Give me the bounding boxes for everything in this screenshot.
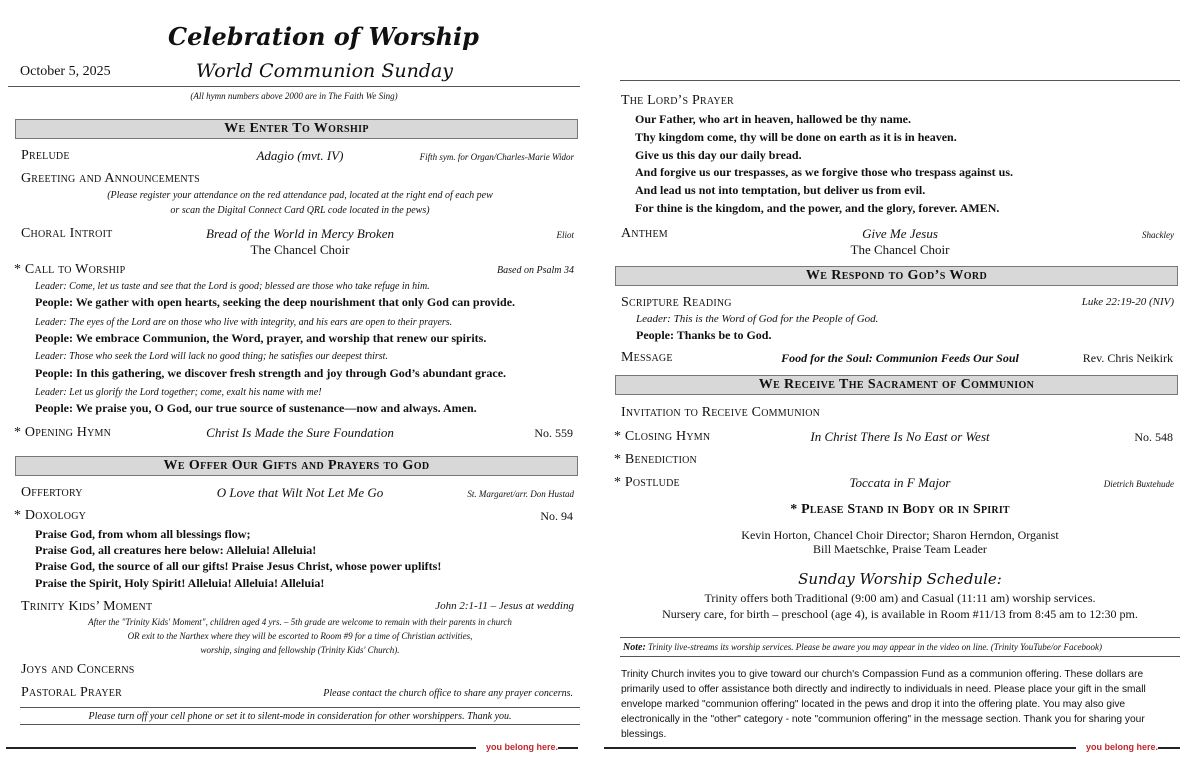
service-date: October 5, 2025 (20, 64, 111, 79)
prelude-title: Adagio (mvt. IV) (256, 148, 344, 163)
introit-performer: The Chancel Choir (250, 242, 350, 257)
call-people-2: People: We embrace Communion, the Word, prayer, and worship that renew our spirits. (35, 331, 487, 345)
cellphone-notice: Please turn off your cell phone or set it to silent-mode in consideration for other worshippers. Thank you. (88, 711, 512, 722)
postlude-label: * Postlude (614, 475, 680, 490)
benediction-label: * Benediction (614, 452, 697, 467)
section-receive-sacrament: We Receive The Sacrament of Communion (615, 375, 1178, 395)
lords-prayer-line: For thine is the kingdom, and the power, and the glory, forever. AMEN. (635, 201, 1000, 215)
schedule-title: Sunday Worship Schedule: (798, 570, 1002, 588)
introit-credit: Eliot (556, 230, 574, 240)
compassion-fund-paragraph: Trinity Church invites you to give toward our church's Compassion Fund as a communion offering. These dollars are primarily used to offer assistance both directly and indirectly to individuals in need. Please place your gift in the small envelope marked "communion offering" located in the pews and drop it into the offering plate. You may also give electronically in the "other" category - note "communion offering" in the message section. Thank you for sharing your blessings. (621, 669, 1146, 740)
lords-prayer-label: The Lord’s Prayer (621, 93, 734, 108)
schedule-line-2: Nursery care, for birth – preschool (age 4), is available in Room #11/13 from 8:45 am to 12:30 pm. (662, 607, 1138, 621)
lords-prayer-line: Our Father, who art in heaven, hallowed be thy name. (635, 112, 912, 126)
call-people-1: People: We gather with open hearts, seeking the deep nourishment that only God can provide. (35, 295, 516, 309)
doxology-line: Praise God, from whom all blessings flow; (35, 527, 251, 541)
offertory-credit: St. Margaret/arr. Don Hustad (467, 489, 574, 499)
note-divider-top (620, 637, 1180, 638)
call-leader-4: Leader: Let us glorify the Lord together; come, exalt his name with me! (35, 387, 322, 398)
invitation-label: Invitation to Receive Communion (621, 405, 821, 420)
offertory-title: O Love that Wilt Not Let Me Go (216, 485, 384, 500)
note-label: Note: (623, 642, 646, 653)
call-to-worship-credit: Based on Psalm 34 (497, 265, 574, 276)
lords-prayer-line: Give us this day our daily bread. (635, 148, 802, 162)
introit-title: Bread of the World in Mercy Broken (206, 226, 394, 241)
postlude-credit: Dietrich Buxtehude (1103, 479, 1174, 489)
section-offer-gifts: We Offer Our Gifts and Prayers to God (15, 456, 578, 476)
greeting-note-1: (Please register your attendance on the red attendance pad, located at the right end of each pew (107, 190, 493, 201)
right-header-divider (620, 80, 1180, 81)
note-text: Trinity live-streams its worship services. Please be aware you may appear in the video on line. (Trinity YouTube/or Facebook) (648, 642, 1102, 652)
call-leader-3: Leader: Those who seek the Lord will lack no good thing; he satisfies our deepest thirst. (35, 351, 388, 362)
footer-rule (6, 747, 476, 749)
scripture-credit: Luke 22:19-20 (NIV) (1081, 296, 1174, 308)
introit-label: Choral Introit (21, 226, 113, 241)
doxology-line: Praise the Spirit, Holy Spirit! Alleluia! Alleluia! Alleluia! (35, 576, 325, 590)
opening-hymn-label: * Opening Hymn (14, 425, 112, 440)
doxology-number: No. 94 (540, 509, 573, 523)
call-leader-2: Leader: The eyes of the Lord are on those who live with integrity, and his ears are open to their prayers. (35, 317, 453, 328)
call-to-worship-label: * Call to Worship (14, 262, 126, 277)
cellphone-divider-top (20, 707, 580, 708)
prelude-label: Prelude (21, 148, 70, 163)
scripture-leader: Leader: This is the Word of God for the People of God. (636, 313, 879, 325)
lords-prayer-line: And forgive us our trespasses, as we forgive those who trespass against us. (635, 165, 1014, 179)
footer-rule (604, 747, 1076, 749)
call-leader-1: Leader: Come, let us taste and see that the Lord is good; blessed are those who take refuge in him. (35, 281, 430, 292)
call-people-4: People: We praise you, O God, our true source of sustenance—now and always. Amen. (35, 401, 477, 415)
note-divider-bottom (620, 656, 1180, 657)
prelude-credit: Fifth sym. for Organ/Charles-Marie Widor (419, 152, 574, 162)
bulletin-title: Celebration of Worship (168, 22, 479, 51)
message-speaker: Rev. Chris Neikirk (1082, 351, 1173, 365)
call-people-3: People: In this gathering, we discover fresh strength and joy through God’s abundant grace. (35, 366, 507, 380)
stand-notice: * Please Stand in Body or in Spirit (790, 502, 1010, 517)
closing-hymn-label: * Closing Hymn (614, 429, 711, 444)
message-title: Food for the Soul: Communion Feeds Our Soul (781, 351, 1019, 365)
section-enter-worship: We Enter To Worship (15, 119, 578, 139)
pastoral-prayer-label: Pastoral Prayer (21, 685, 122, 700)
hymn-note: (All hymn numbers above 2000 are in The Faith We Sing) (190, 91, 398, 101)
kids-moment-credit: John 2:1-11 – Jesus at wedding (435, 600, 574, 612)
doxology-line: Praise God, all creatures here below: Alleluia! Alleluia! (35, 543, 317, 557)
staff-line-2: Bill Maetschke, Praise Team Leader (813, 542, 987, 556)
greeting-note-2: or scan the Digital Connect Card QRL code located in the pews) (170, 205, 430, 216)
footer-rule (1158, 747, 1180, 749)
footer-rule (558, 747, 578, 749)
closing-hymn-title: In Christ There Is No East or West (810, 429, 990, 444)
footer-tagline: you belong here. (1086, 742, 1159, 752)
lords-prayer-line: And lead us not into temptation, but deliver us from evil. (635, 183, 926, 197)
joys-concerns-label: Joys and Concerns (21, 662, 135, 677)
anthem-label: Anthem (621, 226, 668, 241)
anthem-performer: The Chancel Choir (850, 242, 950, 257)
greeting-label: Greeting and Announcements (21, 171, 200, 186)
anthem-title: Give Me Jesus (862, 226, 938, 241)
staff-line-1: Kevin Horton, Chancel Choir Director; Sharon Herndon, Organist (741, 528, 1059, 542)
anthem-credit: Shackley (1142, 230, 1174, 240)
doxology-line: Praise God, the source of all our gifts! Praise Jesus Christ, whose power uplifts! (35, 559, 442, 573)
kids-moment-label: Trinity Kids’ Moment (21, 599, 153, 614)
pastoral-prayer-note: Please contact the church office to share any prayer concerns. (323, 688, 573, 699)
scripture-people: People: Thanks be to God. (636, 328, 772, 342)
message-label: Message (621, 350, 673, 365)
postlude-title: Toccata in F Major (849, 475, 951, 490)
offertory-label: Offertory (21, 485, 83, 500)
opening-hymn-title: Christ Is Made the Sure Foundation (206, 425, 394, 440)
schedule-line-1: Trinity offers both Traditional (9:00 am) and Casual (11:11 am) worship services. (704, 591, 1096, 605)
kids-note-2: OR exit to the Narthex where they will be escorted to Room #9 for a time of Christian activities, (127, 631, 473, 641)
service-subtitle: World Communion Sunday (196, 60, 454, 82)
footer-tagline: you belong here. (486, 742, 559, 752)
lords-prayer-line: Thy kingdom come, thy will be done on earth as it is in heaven. (635, 130, 957, 144)
scripture-label: Scripture Reading (621, 295, 732, 310)
kids-note-1: After the "Trinity Kids' Moment", children aged 4 yrs. – 5th grade are welcome to remain with their parents in church (88, 617, 512, 627)
header-divider (8, 86, 580, 87)
section-respond-word: We Respond to God’s Word (615, 266, 1178, 286)
closing-hymn-number: No. 548 (1134, 430, 1173, 444)
doxology-label: * Doxology (14, 508, 87, 523)
cellphone-divider-bottom (20, 724, 580, 725)
opening-hymn-number: No. 559 (534, 426, 573, 440)
livestream-note (623, 642, 1180, 653)
kids-note-3: worship, singing and fellowship (Trinity Kids' Church). (200, 645, 400, 655)
